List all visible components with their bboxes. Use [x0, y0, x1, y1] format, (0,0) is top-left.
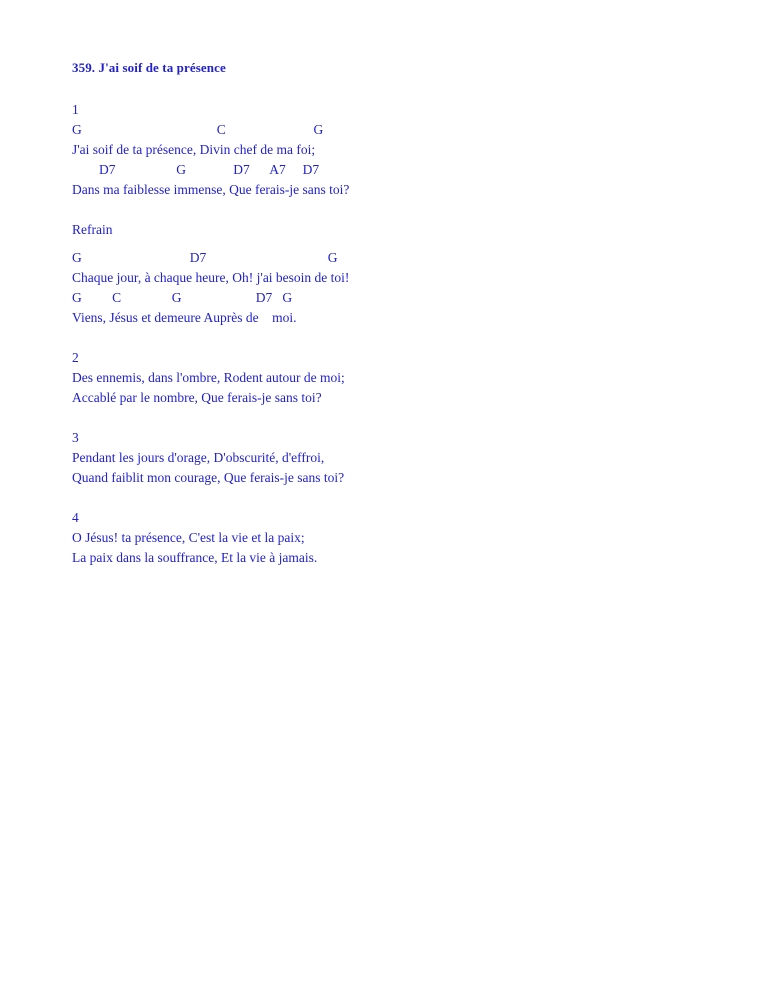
verse-2-lyricline-2: Accablé par le nombre, Que ferais-je sans toi?	[72, 390, 322, 405]
refrain-lyricline-1: Chaque jour, à chaque heure, Oh! j'ai besoin de toi!	[72, 270, 350, 285]
verse-2-number: 2	[72, 350, 79, 365]
verse-1-lyricline-2: Dans ma faiblesse immense, Que ferais-je sans toi?	[72, 182, 350, 197]
verse-4-lyricline-2: La paix dans la souffrance, Et la vie à jamais.	[72, 550, 318, 565]
verse-4-block	[72, 508, 696, 568]
verse-4-number: 4	[72, 510, 79, 525]
refrain-chordline-2: G C G D7 G	[72, 290, 293, 305]
verse-1-chordline-2: D7 G D7 A7 D7	[72, 162, 320, 177]
verse-3-block	[72, 428, 696, 488]
title-spacer	[72, 76, 696, 100]
verse-3-lyricline-2: Quand faiblit mon courage, Que ferais-je sans toi?	[72, 470, 345, 485]
refrain-lyricline-2: Viens, Jésus et demeure Auprès de moi.	[72, 310, 297, 325]
verse-3-lyricline-1: Pendant les jours d'orage, D'obscurité, d'effroi,	[72, 450, 325, 465]
refrain-block	[72, 220, 696, 328]
block-gap-3	[72, 420, 696, 428]
verse-1-block	[72, 100, 696, 200]
verse-2-block	[72, 348, 696, 408]
refrain-label-gap	[72, 240, 696, 248]
verse-4-lyricline-1: O Jésus! ta présence, C'est la vie et la paix;	[72, 530, 305, 545]
page-title: 359. J'ai soif de ta présence	[72, 60, 226, 75]
refrain-chordline-1: G D7 G	[72, 250, 338, 265]
verse-3-number: 3	[72, 430, 79, 445]
block-gap-1	[72, 212, 696, 220]
block-gap-2	[72, 340, 696, 348]
block-gap-4	[72, 500, 696, 508]
verse-1-lyricline-1: J'ai soif de ta présence, Divin chef de ma foi;	[72, 142, 316, 157]
verse-1-number: 1	[72, 102, 79, 117]
refrain-label: Refrain	[72, 222, 113, 237]
verse-1-chordline-1: G C G	[72, 122, 324, 137]
verse-2-lyricline-1: Des ennemis, dans l'ombre, Rodent autour de moi;	[72, 370, 345, 385]
